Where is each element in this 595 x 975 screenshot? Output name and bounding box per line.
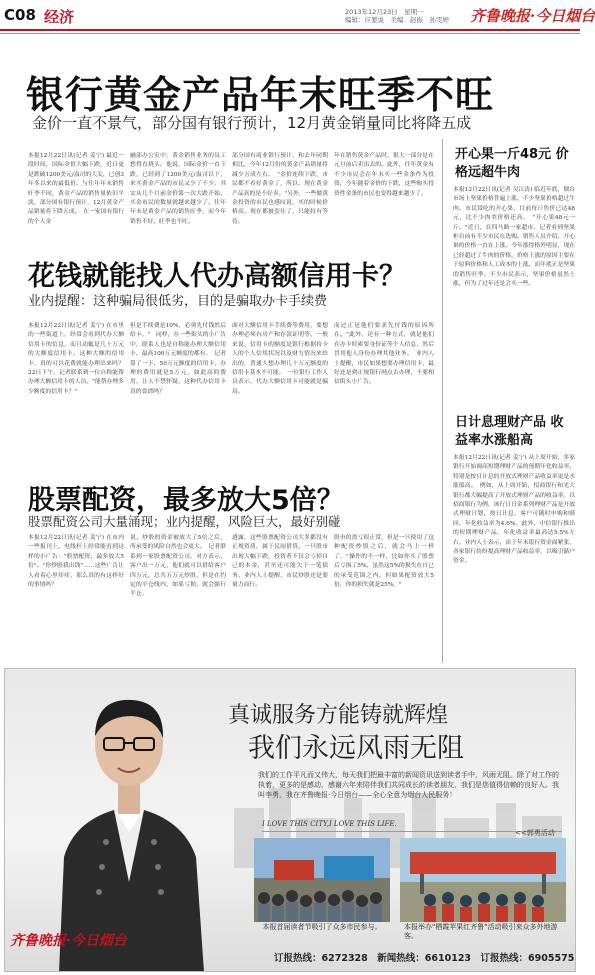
editors-line: 编辑：应要说 美编：赵振 孙雯婷 bbox=[345, 16, 449, 24]
article3-col-2: 说，炒股的资金被放大了5倍之后，所承受的风险自然也会更大。 记者联系到一家股票配资公司，对方表示，客户出一万元，他们就可以借给客户四万元，总共五万元炒股，但是在约定的平仓线内，如果亏损，就会强行平仓。 bbox=[130, 535, 226, 598]
article2-col-4: 而过正是他们要求先付钱的原因所在。"此外，还有一种方式，就是他们在办卡时索要身份证等个人信息，然后冒用他人身份办理其他业务。 业内人士提醒，市民如果想要办理信用卡，最好还是到正规银行网点去办理，不要相信街头小广告。 bbox=[334, 323, 434, 386]
date-editors bbox=[345, 8, 465, 24]
article3-subheadline: 股票配资公司大量涌现；业内提醒，风险巨大，最好别碰 bbox=[28, 514, 341, 529]
article1-col-4: 年在销售黄金产品时，很大一部分是在元旦前后卖出去的。此外，往年黄金有不少市民会在年末买一些金条作为投资，今年随着金价的下跌，这些购买投资性金条的市民也变得越来越少了。 bbox=[334, 153, 434, 197]
article2-headline: 花钱就能找人代办高额信用卡？ bbox=[28, 261, 406, 292]
ad-caption-2: 本报举办"栖霞苹果红齐鲁"活动吸引来众多外地游客。 bbox=[404, 923, 558, 940]
article1-col-2: 融部办公室中，黄金销售业务的员工愁得直挠头。他说，国际金价一直下跌，已经到了1200美元/盎司以下，来买黄金产品的市民又少了不少。其实从几个月前金价第一次大跌开始，买金市民的数量就越来越少了。往年年末是黄金产品的销售旺季，而今年销售不好，旺季也不旺。 bbox=[130, 153, 226, 225]
article3-col-3: 透露，这些股票配资公司大多都没有正规资质，属于民间借贷。一旦股市出现大幅下跌，投资者不仅会亏掉自己的本金，甚至还可能欠下一笔债务。业内人士提醒，市民炒股还是要量力而行。 bbox=[232, 535, 328, 589]
ad-activity-label: <<郭勇活动 bbox=[515, 829, 555, 837]
article1-subheadline: 金价一直不景气，部分国有银行预计，12月黄金销量同比将降五成 bbox=[32, 114, 472, 132]
sidebar2-body: 本报12月22日讯(记者 姜宁) 从上周开始，多家银行开始调高短期理财产品的预期年化收益率，特别是按日计息的开放式理财产品收益率更是水涨船高。 例如，从上周开始，招商银行和光大银行都大幅提高了开放式理财产品的收益率。以招商银行为例，该行日日金系列理财产品是开放式理财计划，按日计息，客户可随时申购和赎回，年化收益率为4.6%。此外，中信银行推出的短期理财产品，年化收益率最高达5.5%左右。业内人士表示，由于年末银行资金面紧张，各家银行纷纷提高理财产品收益率，以吸引储户资金。 bbox=[453, 455, 575, 565]
article1-col-1: 本报12月22日讯(记者 姜宁) 最近一段时间，国际金价大幅下跌，近日更是跌破1200美元/盎司的大关，已创3年多以来的最低价。与往年年末销售旺季不同，黄金产品的销售量依旧平淡，部分国有银行预计，12月黄金产品销量将下降五成。 在一家国有银行的个人金 bbox=[28, 153, 124, 225]
sidebar2-headline: 日计息理财产品 收益率水涨船高 bbox=[455, 415, 564, 448]
ad-newspaper-logo: 齐鲁晚报·今日烟台 bbox=[10, 933, 127, 949]
sidebar1-body: 本报12月22日讯(记者 吴江涛) 临近年底，烟台市场上坚果价格普遍上涨，不少坚果价格超过牛肉。市民常吃的开心果，目前每斤售价已达48元，比不少肉类价格还高。 "开心果48元一斤。"近日，在四马路一家超市，记者看到坚果柜台前有不少市民在选购。销售人员介绍，开心果的价格一直在上涨，今年涨得格外明显，现在已经超过了牛肉的价格。价格上涨的原因主要在于原料价格和人工成本的上涨，而年底正是坚果的销售旺季。不少市民表示，坚果价格虽然上涨，但为了过年还是会买一些。 bbox=[453, 187, 575, 288]
ad-slogan: I LOVE THIS CITY,I LOVE THIS LIFE. bbox=[262, 820, 397, 828]
article2-col-2: 但是手续费是10%，必须先付钱然后给卡。" 同样，在一些街头的小广告中，联系人也是自称能办理大额信用卡，最高100万元额度的都有。 记者算了一下，50万元额度的信用卡，办理的费用就是5万元。如此高的费用，让人不禁怀疑，这种代办信用卡真的靠谱吗？ bbox=[130, 323, 226, 395]
date-line: 2013年12月23日 星期一 bbox=[345, 8, 424, 16]
article1-headline: 银行黄金产品年末旺季不旺 bbox=[26, 73, 495, 117]
article3-col-1: 本报12月22日讯(记者 姜宁) 在市内一些报刊上，电线杆上经常能看到这样的小广告："股票配资，最多放大5倍"、"你炒股我出钱"……这些广告让人看着心里痒痒，那么真的有这样好的事情吗？ bbox=[28, 535, 124, 589]
ad-hotlines: 订报热线：6272328 新闻热线：6610123 订报热线：6905575 bbox=[274, 953, 575, 964]
article2-col-1: 本报12月22日讯(记者 姜宁) 在市里的一些街道上，经常会看到代办大额信用卡的信息，而且动辄是几十万元的大额度信用卡。这种大额的信用卡，真的可以花费就能办理出来吗？ 22日下午，记者联系到一位自称能帮办理大额信用卡的人员，"能帮办理多少额度的信用卡？" bbox=[28, 323, 130, 395]
ad-caption-1: 本报首届读者节吸引了众多市民参与。 bbox=[262, 923, 382, 931]
article3-col-4: 股市的盈亏很正常，但是一旦使用了这种配资炒股之后，就会马上一样了。"操作的不一样，比如你买了股票后亏损了5%，虽然这5%的损失在自己的承受范围之内，但如果配资放大5倍，你的损失就是25%。" bbox=[334, 535, 434, 589]
article1-col-3: 部分国有商业银行预计，和去年同期相比，今年12月份的黄金产品销量将减少五成左右。 "金价连续下跌，市民都不看好黄金了，所以，现在黄金产品真的是不好卖。"另外，一些做黄金投资的市民也感叹说，买的时候价格高，现在都被套住了，只能持有等待。 bbox=[232, 153, 328, 225]
article2-subheadline: 业内提醒：这种骗局很低劣，目的是骗取办卡手续费 bbox=[28, 294, 328, 309]
sidebar1-headline: 开心果一斤48元 价格远超牛肉 bbox=[455, 147, 569, 180]
ad-body-text: 我们的工作平凡而又伟大，每天我们把最丰富的新闻资讯送到读者手中，风雨无阻。除了对工作的执着，更多的是感动，感谢六年来陪伴我们共同成长的读者朋友，我们是您值得信赖的良好人。我叫李勇，我在齐鲁晚报·今日烟台——全心全意为烟台人民服务！ bbox=[258, 771, 559, 799]
page-number: C08 bbox=[4, 6, 36, 24]
ad-headline-1: 真诚服务方能铸就辉煌 bbox=[228, 703, 449, 728]
column-divider bbox=[442, 139, 443, 663]
masthead-rule bbox=[0, 29, 580, 31]
newspaper-logo: 齐鲁晚报·今日烟台 bbox=[470, 7, 595, 25]
masthead-rule-thin bbox=[0, 33, 580, 34]
ad-headline-2: 我们永远风雨无阻 bbox=[248, 733, 464, 764]
section-title: 经济 bbox=[44, 8, 75, 26]
article2-col-3: 面对大额信用卡手续费等费用，要想办理必须有房产和存款证明等。一般来说，信用卡的额度是银行根据持卡人的个人信用状况以及财力情况来给出的，普通人想办理几十万元额度的信用卡基本不可能。 一位银行工作人员表示，代办大额信用卡可能就是骗局。 bbox=[232, 323, 328, 395]
ad-frame bbox=[4, 668, 576, 972]
article3-headline: 股票配资，最多放大5倍？ bbox=[28, 485, 344, 516]
